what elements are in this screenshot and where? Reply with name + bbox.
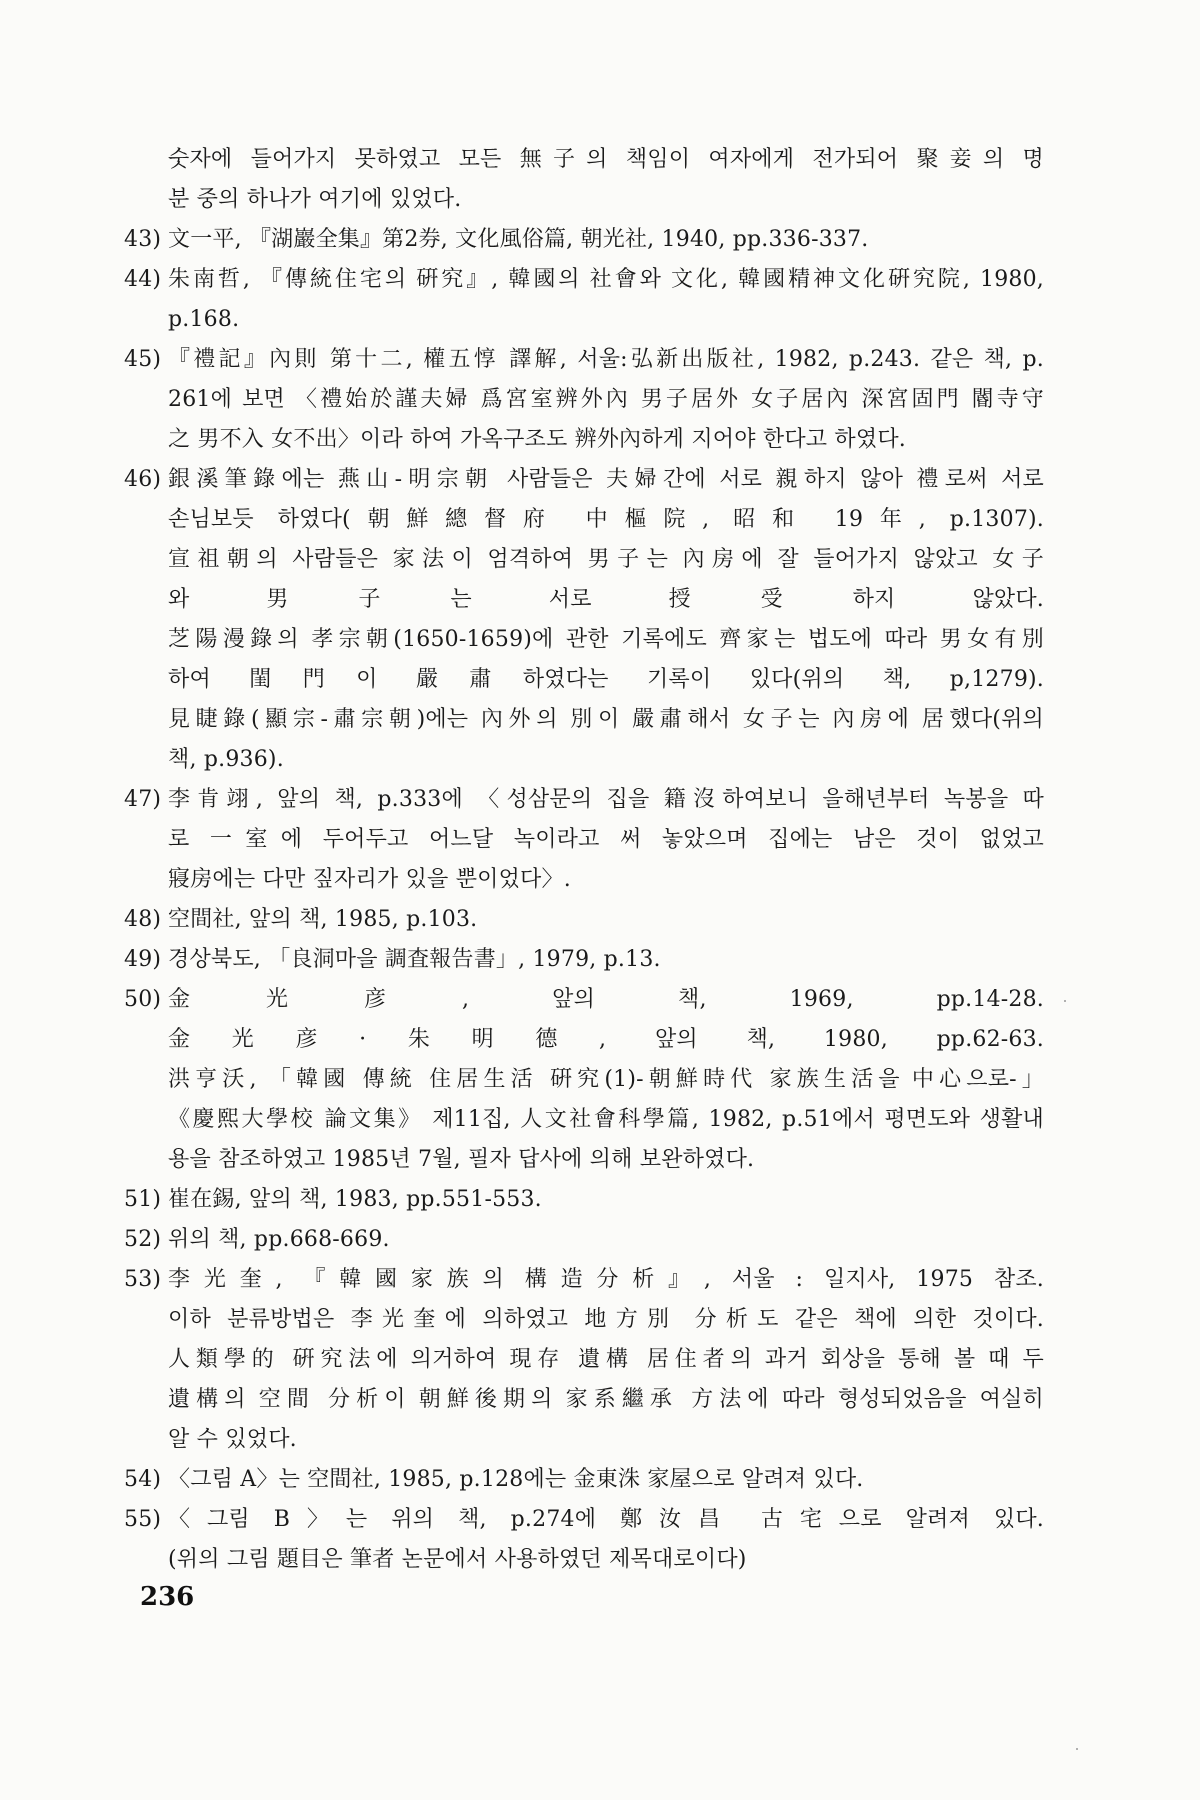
endnote-text: 金光彦, 앞의 책, 1969, pp.14-28.	[168, 987, 1044, 1012]
endnote-47	[124, 780, 1044, 900]
endnote-text: 李光奎, 『韓國家族의 構造分析』, 서울 : 일지사, 1975 참조.	[168, 1267, 1044, 1292]
endnote-line: 손님보듯 하였다(朝鮮總督府 中樞院, 昭和 19年, p.1307).	[168, 507, 1044, 532]
endnote-line: 용을 참조하였고 1985년 7월, 필자 답사에 의해 보완하였다.	[168, 1147, 755, 1172]
endnote-53	[124, 1260, 1044, 1460]
endnote-number: 47)	[124, 787, 162, 812]
endnote-line	[124, 900, 1044, 940]
scan-speck	[1076, 1748, 1078, 1750]
endnote-52	[124, 1220, 1044, 1260]
endnote-55	[124, 1500, 1044, 1580]
endnote-number: 50)	[124, 987, 162, 1012]
endnote-number: 51)	[124, 1187, 162, 1212]
endnote-line: 遺構의 空間 分析이 朝鮮後期의 家系繼承 方法에 따라 형성되었음을 여실히	[168, 1387, 1044, 1412]
endnote-line: 와 男子는 서로 授受하지 않았다.	[168, 587, 1044, 612]
endnote-line: 261에 보면 〈禮始於謹夫婦 爲宮室辨外內 男子居外 女子居內 深宮固門 閽寺守	[168, 387, 1044, 412]
endnote-text: 崔在錫, 앞의 책, 1983, pp.551-553.	[168, 1187, 542, 1212]
scan-speck	[1064, 1000, 1066, 1002]
endnote-line: 이하 분류방법은 李光奎에 의하였고 地方別 分析도 같은 책에 의한 것이다.	[168, 1307, 1044, 1332]
endnote-number: 43)	[124, 227, 162, 252]
endnote-54	[124, 1460, 1044, 1500]
endnote-number: 52)	[124, 1227, 162, 1252]
endnote-50	[124, 980, 1044, 1180]
endnote-line: 책, p.936).	[168, 747, 284, 772]
endnote-text: 銀溪筆錄에는 燕山-明宗朝 사람들은 夫婦간에 서로 親하지 않아 禮로써 서로	[168, 467, 1044, 492]
endnote-line	[124, 940, 1044, 980]
endnote-text: 〈그림 B〉는 위의 책, p.274에 鄭汝昌 古宅으로 알려져 있다.	[168, 1507, 1044, 1532]
endnote-44	[124, 260, 1044, 340]
page-number: 236	[140, 1582, 195, 1612]
endnote-43	[124, 220, 1044, 260]
endnote-line	[124, 220, 1044, 260]
endnote-line	[124, 1180, 1044, 1220]
endnote-line	[124, 780, 1044, 820]
endnote-number: 53)	[124, 1267, 162, 1292]
endnote-line	[124, 460, 1044, 500]
endnote-line: 로 一室에 두어두고 어느달 녹이라고 써 놓았으며 집에는 남은 것이 없었고	[168, 827, 1044, 852]
endnote-number: 49)	[124, 947, 162, 972]
endnote-text: 경상북도, 「良洞마을 調査報告書」, 1979, p.13.	[168, 947, 661, 972]
endnote-text: 李肯翊, 앞의 책, p.333에 〈성삼문의 집을 籍沒하여보니 을해년부터 녹봉을 따	[168, 787, 1044, 812]
endnote-line: 寢房에는 다만 짚자리가 있을 뿐이었다〉.	[168, 867, 571, 892]
endnote-line: 見睫錄(顯宗-肅宗朝)에는 內外의 別이 嚴肅해서 女子는 內房에 居했다(위의	[168, 707, 1044, 732]
endnote-text: 文一平, 『湖巖全集』第2券, 文化風俗篇, 朝光社, 1940, pp.336-337.	[168, 227, 869, 252]
endnote-line	[124, 1220, 1044, 1260]
endnote-line	[124, 1500, 1044, 1540]
endnote-line	[124, 340, 1044, 380]
endnote-text: 朱南哲, 『傳統住宅의 硏究』, 韓國의 社會와 文化, 韓國精神文化硏究院, 1980,	[168, 267, 1044, 292]
endnote-line: (위의 그림 題目은 筆者 논문에서 사용하였던 제목대로이다)	[168, 1547, 747, 1572]
endnote-46	[124, 460, 1044, 780]
endnote-line	[124, 1260, 1044, 1300]
endnote-line: 洪亨沃, 「韓國 傳統 住居生活 硏究(1)-朝鮮時代 家族生活을 中心으로-」	[168, 1067, 1044, 1092]
endnote-line: 《慶熙大學校 論文集》 제11집, 人文社會科學篇, 1982, p.51에서 평면도와 생활내	[168, 1107, 1044, 1132]
endnote-line	[124, 260, 1044, 300]
endnote-line: 芝陽漫錄의 孝宗朝(1650-1659)에 관한 기록에도 齊家는 법도에 따라 男女有別	[168, 627, 1044, 652]
endnote-line: p.168.	[168, 307, 240, 332]
endnote-number: 55)	[124, 1507, 162, 1532]
endnote-number: 48)	[124, 907, 162, 932]
endnote-line: 알 수 있었다.	[168, 1427, 297, 1452]
endnote-line: 하여 閨門이 嚴肅하였다는 기록이 있다(위의 책, p,1279).	[168, 667, 1044, 692]
endnote-number: 46)	[124, 467, 162, 492]
endnote-line: 분 중의 하나가 여기에 있었다.	[168, 187, 462, 212]
endnote-text: 『禮記』內則 第十二, 權五惇 譯解, 서울:弘新出版社, 1982, p.243. 같은 책, p.	[168, 347, 1044, 372]
endnote-49	[124, 940, 1044, 980]
endnote-text: 〈그림 A〉는 空間社, 1985, p.128에는 金東洙 家屋으로 알려져 있다.	[168, 1467, 864, 1492]
endnote-line: 人類學的 硏究法에 의거하여 現存 遺構 居住者의 과거 회상을 통해 볼 때 두	[168, 1347, 1044, 1372]
endnote-number: 45)	[124, 347, 162, 372]
endnote-number: 44)	[124, 267, 162, 292]
endnote-line: 之 男不入 女不出〉이라 하여 가옥구조도 辨外內하게 지어야 한다고 하였다.	[168, 427, 906, 452]
endnote-line: 宣祖朝의 사람들은 家法이 엄격하여 男子는 內房에 잘 들어가지 않았고 女子	[168, 547, 1044, 572]
endnote-48	[124, 900, 1044, 940]
endnote-line	[124, 1460, 1044, 1500]
endnote-line: 金光彦·朱明德, 앞의 책, 1980, pp.62-63.	[168, 1027, 1044, 1052]
endnote-continuation	[124, 140, 1044, 220]
endnote-51	[124, 1180, 1044, 1220]
endnote-text: 위의 책, pp.668-669.	[168, 1227, 390, 1252]
endnote-45	[124, 340, 1044, 460]
endnote-line	[124, 980, 1044, 1020]
endnote-number: 54)	[124, 1467, 162, 1492]
endnotes-list	[124, 140, 1044, 1580]
endnote-text: 空間社, 앞의 책, 1985, p.103.	[168, 907, 478, 932]
endnote-line: 숫자에 들어가지 못하였고 모든 無子의 책임이 여자에게 전가되어 聚妾의 명	[168, 147, 1044, 172]
